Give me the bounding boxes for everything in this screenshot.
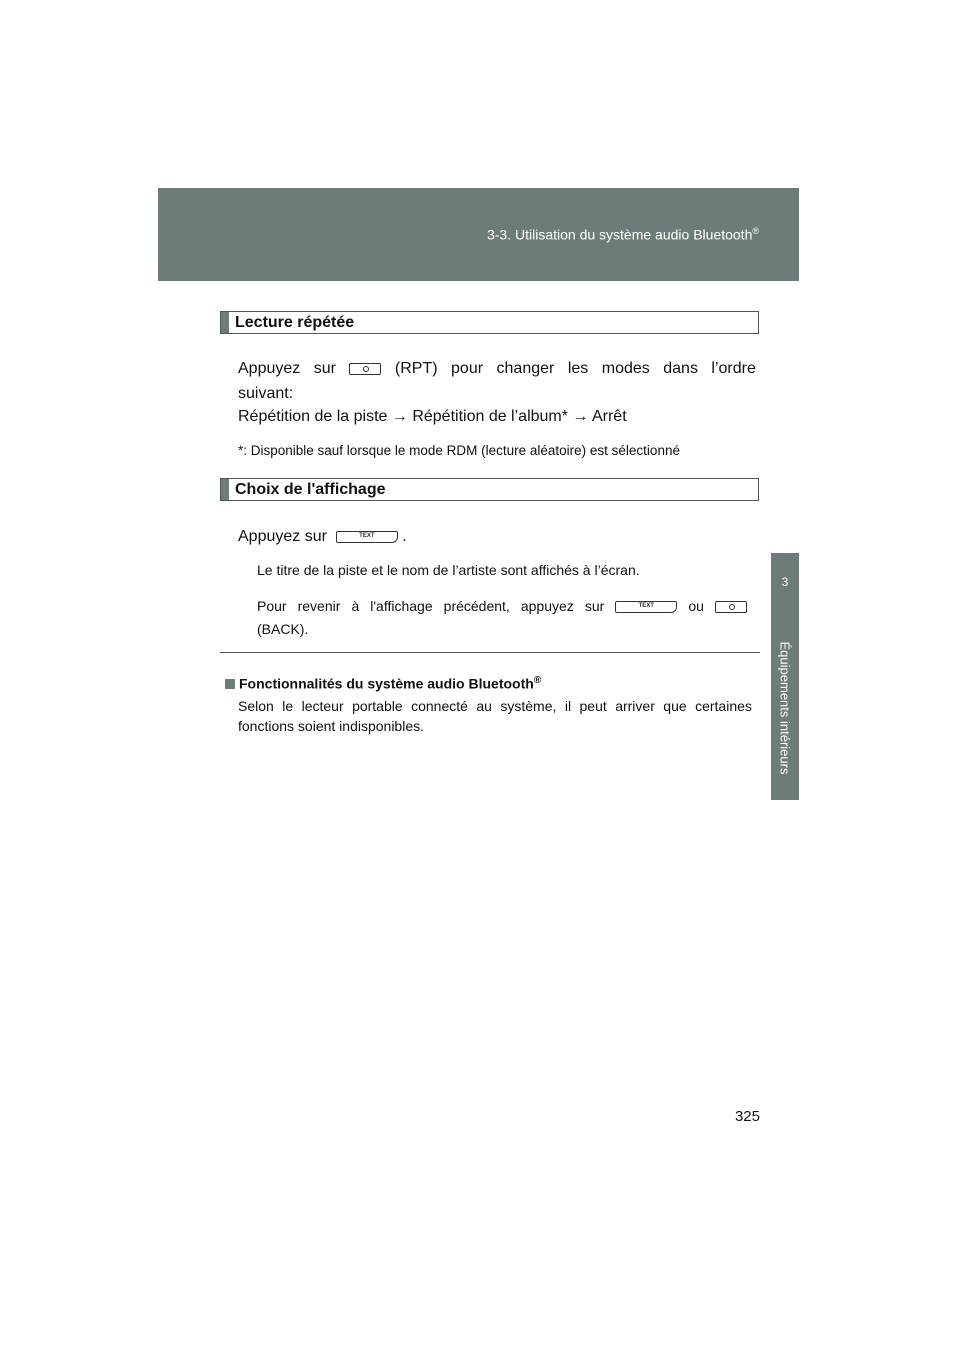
square-bullet-icon	[225, 679, 235, 689]
section-heading-display	[220, 478, 759, 501]
display-result: Le titre de la piste et le nom de l’artiste sont affichés à l’écran.	[257, 562, 640, 578]
display-instruction: Appuyez sur TEXT .	[238, 528, 407, 545]
repeat-mode-sequence: Répétition de la piste → Répétition de l’album* → Arrêt	[238, 408, 627, 425]
notes-body-line1: Selon le lecteur portable connecté au système, il peut arriver que certaines	[238, 698, 752, 714]
section-heading-repeat	[220, 311, 759, 334]
text-button-icon: TEXT	[336, 531, 398, 543]
footnote: *: Disponible sauf lorsque le mode RDM (lecture aléatoire) est sélectionné	[238, 443, 680, 458]
back-button-icon	[715, 601, 747, 613]
chapter-tab	[771, 553, 799, 800]
notes-body-line2: fonctions soient indisponibles.	[238, 718, 425, 734]
chapter-label: Équipements intérieurs	[777, 641, 793, 775]
repeat-instruction-line1: Appuyez sur (RPT) pour changer les modes dans l’ordre	[238, 360, 756, 377]
heading-text: Choix de l'affichage	[235, 481, 386, 498]
notes-divider	[220, 652, 760, 653]
section-title: 3-3. Utilisation du système audio Bluetooth®	[486, 226, 759, 243]
repeat-instruction-line2: suivant:	[238, 385, 294, 402]
heading-text: Lecture répétée	[235, 314, 355, 331]
back-instruction-line1: Pour revenir à l'affichage précédent, appuyez sur TEXT ou	[257, 596, 747, 617]
rpt-button-icon	[349, 363, 381, 375]
back-instruction-line2: (BACK).	[257, 621, 309, 637]
chapter-number: 3	[781, 575, 789, 589]
header-band	[158, 188, 799, 281]
heading-accent-bar	[221, 479, 229, 500]
text-button-icon: TEXT	[615, 601, 677, 613]
page-number: 325	[734, 1108, 760, 1125]
heading-accent-bar	[221, 312, 229, 333]
notes-heading: Fonctionnalités du système audio Bluetooth®	[225, 670, 541, 695]
